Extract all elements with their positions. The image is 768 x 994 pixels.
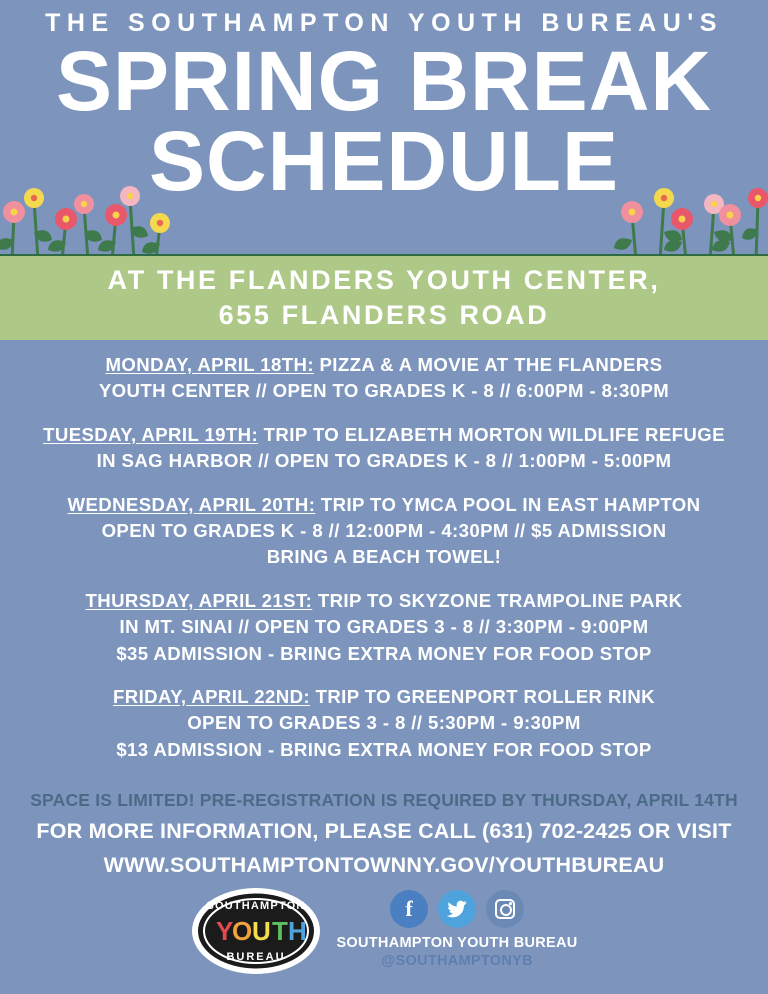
schedule-entry-line: OPEN TO GRADES 3 - 8 // 5:30PM - 9:30PM xyxy=(187,712,581,734)
svg-text:O: O xyxy=(232,916,253,946)
youth-bureau-logo xyxy=(190,886,322,976)
schedule-entry xyxy=(0,684,768,763)
youth-bureau-logo-svg xyxy=(190,886,322,976)
schedule-entry-line: BRING A BEACH TOWEL! xyxy=(266,546,502,568)
venue-line-2: 655 FLANDERS ROAD xyxy=(218,300,550,330)
schedule-entry xyxy=(0,588,768,667)
svg-text:H: H xyxy=(288,916,308,946)
poster-title-line2: SCHEDULE xyxy=(148,113,620,208)
contact-line-1: FOR MORE INFORMATION, PLEASE CALL (631) 702-2425 OR VISIT xyxy=(36,818,732,843)
contact-website: WWW.SOUTHAMPTONTOWNNY.GOV/YOUTHBUREAU xyxy=(103,852,665,877)
schedule-entry-detail: TRIP TO ELIZABETH MORTON WILDLIFE REFUGE xyxy=(258,423,725,445)
schedule-entry-detail: TRIP TO YMCA POOL IN EAST HAMPTON xyxy=(315,493,701,515)
schedule-entry-line: $35 ADMISSION - BRING EXTRA MONEY FOR FOOD STOP xyxy=(116,642,652,664)
logo-and-social-row xyxy=(0,886,768,986)
social-icons xyxy=(390,890,524,928)
footer-info xyxy=(0,789,768,880)
social-text xyxy=(336,934,577,970)
schedule-entry-day: FRIDAY, APRIL 22ND: xyxy=(112,685,311,707)
schedule-entry xyxy=(0,422,768,475)
schedule-entry xyxy=(0,352,768,405)
svg-text:Y: Y xyxy=(216,916,234,946)
schedule-entry-day: THURSDAY, APRIL 21ST: xyxy=(85,589,313,611)
schedule-list xyxy=(0,352,768,780)
schedule-entry-detail: TRIP TO SKYZONE TRAMPOLINE PARK xyxy=(312,589,683,611)
social-block xyxy=(336,886,577,970)
schedule-entry-line: IN MT. SINAI // OPEN TO GRADES 3 - 8 // 3:30PM - 9:00PM xyxy=(119,616,649,638)
schedule-entry-day: MONDAY, APRIL 18TH: xyxy=(105,354,314,375)
instagram-camera-glyph xyxy=(495,899,515,919)
svg-text:SOUTHAMPTON: SOUTHAMPTON xyxy=(206,900,307,912)
schedule-entry-headline xyxy=(0,588,768,614)
instagram-icon[interactable] xyxy=(486,890,524,928)
facebook-icon[interactable] xyxy=(390,890,428,928)
twitter-icon[interactable] xyxy=(438,890,476,928)
poster-kicker: THE SOUTHAMPTON YOUTH BUREAU'S xyxy=(45,9,723,37)
schedule-entry-detail: PIZZA & A MOVIE AT THE FLANDERS xyxy=(313,354,663,375)
venue-banner xyxy=(0,256,768,340)
facebook-glyph: f xyxy=(405,896,413,921)
schedule-entry-line: YOUTH CENTER // OPEN TO GRADES K - 8 // 6:00PM - 8:30PM xyxy=(98,380,670,402)
svg-text:U: U xyxy=(252,916,272,946)
twitter-bird-glyph xyxy=(446,900,468,918)
schedule-entry-detail: TRIP TO GREENPORT ROLLER RINK xyxy=(310,685,656,707)
schedule-entry-day: WEDNESDAY, APRIL 20TH: xyxy=(67,493,316,515)
schedule-entry xyxy=(0,492,768,571)
schedule-entry-line: OPEN TO GRADES K - 8 // 12:00PM - 4:30PM // $5 ADMISSION xyxy=(101,519,667,541)
social-handle: @SOUTHAMPTONYB xyxy=(381,953,533,970)
schedule-entry-line: $13 ADMISSION - BRING EXTRA MONEY FOR FOOD STOP xyxy=(116,738,652,760)
poster-header xyxy=(0,0,768,208)
schedule-entry-day: TUESDAY, APRIL 19TH: xyxy=(43,423,259,445)
poster-title xyxy=(0,33,768,208)
poster-title-line1: SPRING BREAK xyxy=(55,33,713,128)
registration-notice: SPACE IS LIMITED! PRE-REGISTRATION IS REQUIRED BY THURSDAY, APRIL 14TH xyxy=(30,790,738,810)
venue-line-1: AT THE FLANDERS YOUTH CENTER, xyxy=(107,265,661,296)
svg-text:BUREAU: BUREAU xyxy=(226,951,286,963)
social-account-name: SOUTHAMPTON YOUTH BUREAU xyxy=(336,935,578,951)
schedule-entry-headline xyxy=(0,492,768,518)
schedule-entry-headline xyxy=(0,352,768,378)
svg-text:T: T xyxy=(272,916,289,946)
schedule-entry-line: IN SAG HARBOR // OPEN TO GRADES K - 8 // 1:00PM - 5:00PM xyxy=(96,450,672,472)
schedule-entry-headline xyxy=(0,422,768,448)
schedule-entry-headline xyxy=(0,684,768,710)
